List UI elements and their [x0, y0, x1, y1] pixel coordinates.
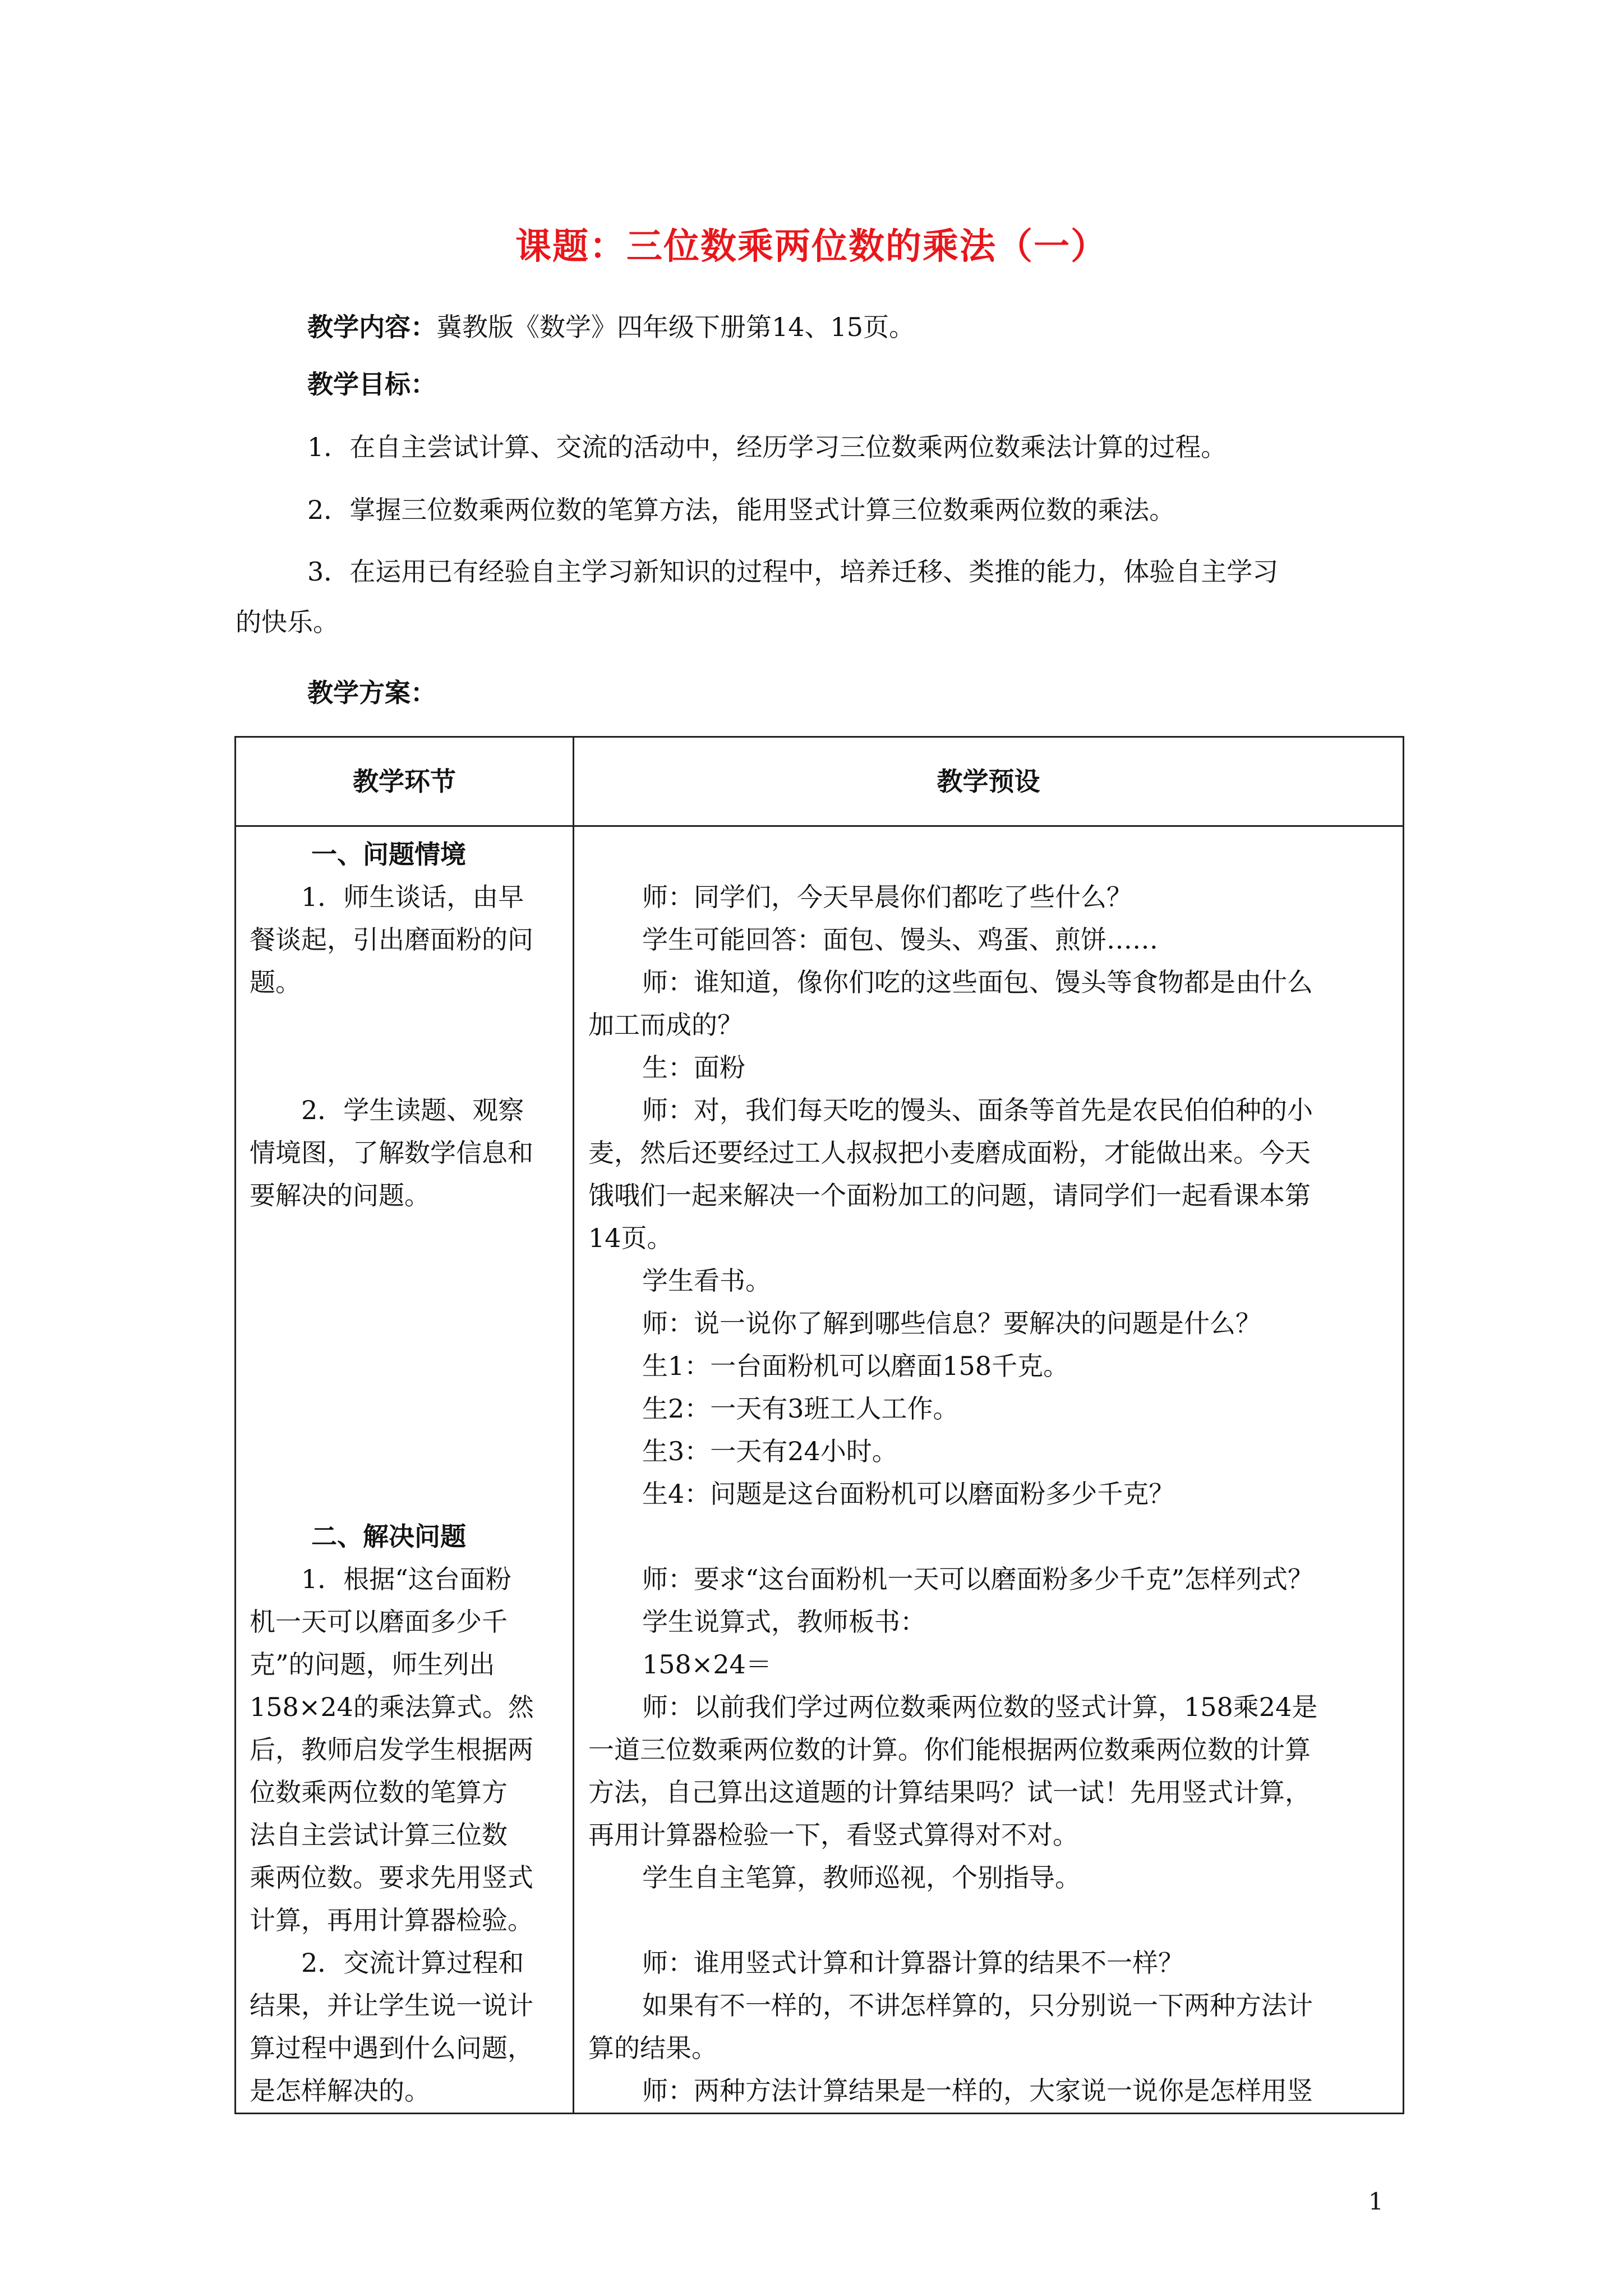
preset-line: 师：谁知道，像你们吃的这些面包、馒头等食物都是由什么 [642, 967, 1313, 997]
goal-3-line-1: 3．在运用已有经验自主学习新知识的过程中，培养迁移、类推的能力，体验自主学习 [307, 556, 1279, 587]
preset-line: 加工而成的？ [588, 1010, 743, 1040]
goal-1: 1．在自主尝试计算、交流的活动中，经历学习三位数乘两位数乘法计算的过程。 [307, 432, 1227, 462]
preset-line: 师：要求“这台面粉机一天可以磨面粉多少千克”怎样列式？ [642, 1564, 1314, 1594]
stage-line: 机一天可以磨面多少千 [250, 1607, 508, 1637]
stage-line [250, 1004, 559, 1046]
preset-line: 师：同学们，今天早晨你们都吃了些什么？ [642, 882, 1132, 912]
stage-line [250, 1473, 559, 1515]
preset-line: 一道三位数乘两位数的计算。你们能根据两位数乘两位数的计算 [588, 1734, 1311, 1765]
preset-line: 算的结果。 [588, 2033, 717, 2063]
goals-heading [236, 357, 1402, 412]
preset-line [588, 1899, 1391, 1941]
stage-line [250, 1302, 559, 1345]
preset-line: 14页。 [588, 1223, 673, 1253]
stage-line [250, 1259, 559, 1302]
teaching-content [236, 300, 1402, 355]
preset-line: 生3：一天有24小时。 [642, 1436, 898, 1466]
preset-line: 生：面粉 [642, 1052, 745, 1083]
preset-column [588, 833, 1391, 2112]
section-heading: 一、问题情境 [311, 839, 466, 869]
stage-line [250, 1046, 559, 1089]
page-number: 1 [1368, 2188, 1384, 2215]
preset-line: 学生自主笔算，教师巡视，个别指导。 [642, 1862, 1081, 1893]
stage-line [250, 1430, 559, 1473]
header-teaching-preset: 教学预设 [937, 766, 1040, 797]
preset-line: 学生说算式，教师板书： [642, 1607, 926, 1637]
page-title: 课题：三位数乘两位数的乘法（一） [515, 226, 1108, 268]
preset-line: 师：谁用竖式计算和计算器计算的结果不一样？ [642, 1948, 1184, 1978]
stage-line: 是怎样解决的。 [250, 2076, 430, 2106]
preset-line: 再用计算器检验一下，看竖式算得对不对。 [588, 1820, 1078, 1850]
stage-line: 2．交流计算过程和 [301, 1948, 524, 1978]
preset-line [588, 1515, 1391, 1558]
goals-label: 教学目标： [307, 369, 436, 399]
stage-line: 计算，再用计算器检验。 [250, 1905, 533, 1935]
content-label: 教学内容： [307, 312, 436, 342]
stage-line: 结果，并让学生说一说计 [250, 1990, 533, 2021]
stage-line: 算过程中遇到什么问题， [250, 2033, 533, 2063]
preset-line [588, 833, 1391, 876]
preset-line: 生2：一天有3班工人工作。 [642, 1393, 959, 1424]
stage-line: 158×24的乘法算式。然 [250, 1692, 534, 1722]
header-divider [236, 825, 1403, 827]
stage-column [250, 833, 559, 2112]
plan-label: 教学方案： [307, 678, 436, 708]
preset-line: 方法，自己算出这道题的计算结果吗？试一试！先用竖式计算， [588, 1777, 1311, 1807]
preset-line: 饿哦们一起来解决一个面粉加工的问题，请同学们一起看课本第 [588, 1180, 1311, 1211]
stage-line [250, 1387, 559, 1430]
preset-line: 生1：一台面粉机可以磨面158千克。 [642, 1351, 1069, 1381]
goal-3-line-2: 的快乐。 [236, 607, 339, 637]
column-divider [573, 738, 574, 2113]
goal-2: 2．掌握三位数乘两位数的笔算方法，能用竖式计算三位数乘两位数的乘法。 [307, 495, 1175, 525]
preset-line: 158×24＝ [642, 1649, 772, 1680]
stage-line: 2．学生读题、观察 [301, 1095, 524, 1125]
plan-heading [236, 665, 1402, 720]
stage-line: 题。 [250, 967, 301, 997]
preset-line: 师：对，我们每天吃的馒头、面条等首先是农民伯伯种的小 [642, 1095, 1313, 1125]
stage-line: 乘两位数。要求先用竖式 [250, 1862, 533, 1893]
preset-line: 学生可能回答：面包、馒头、鸡蛋、煎饼…… [642, 924, 1158, 955]
section-heading: 二、解决问题 [311, 1521, 466, 1552]
preset-line: 麦，然后还要经过工人叔叔把小麦磨成面粉，才能做出来。今天 [588, 1138, 1311, 1168]
stage-line: 1．师生谈话，由早 [301, 882, 524, 912]
preset-line: 生4：问题是这台面粉机可以磨面粉多少千克？ [642, 1479, 1175, 1509]
header-teaching-stage: 教学环节 [353, 766, 456, 797]
teaching-plan-table [234, 736, 1404, 2114]
stage-line: 要解决的问题。 [250, 1180, 430, 1211]
preset-line: 学生看书。 [642, 1266, 771, 1296]
stage-line [250, 1217, 559, 1259]
stage-line: 位数乘两位数的笔算方 [250, 1777, 508, 1807]
stage-line: 1．根据“这台面粉 [301, 1564, 511, 1594]
preset-line: 师：两种方法计算结果是一样的，大家说一说你是怎样用竖 [642, 2076, 1313, 2106]
content-text: 冀教版《数学》四年级下册第14、15页。 [436, 312, 915, 342]
stage-line: 法自主尝试计算三位数 [250, 1820, 508, 1850]
stage-line: 克”的问题，师生列出 [250, 1649, 495, 1680]
stage-line: 情境图，了解数学信息和 [250, 1138, 533, 1168]
preset-line: 师：以前我们学过两位数乘两位数的竖式计算，158乘24是 [642, 1692, 1318, 1722]
stage-line: 餐谈起，引出磨面粉的问 [250, 924, 533, 955]
preset-line: 师：说一说你了解到哪些信息？要解决的问题是什么？ [642, 1308, 1261, 1338]
preset-line: 如果有不一样的，不讲怎样算的，只分别说一下两种方法计 [642, 1990, 1313, 2021]
stage-line [250, 1345, 559, 1387]
stage-line: 后，教师启发学生根据两 [250, 1734, 533, 1765]
